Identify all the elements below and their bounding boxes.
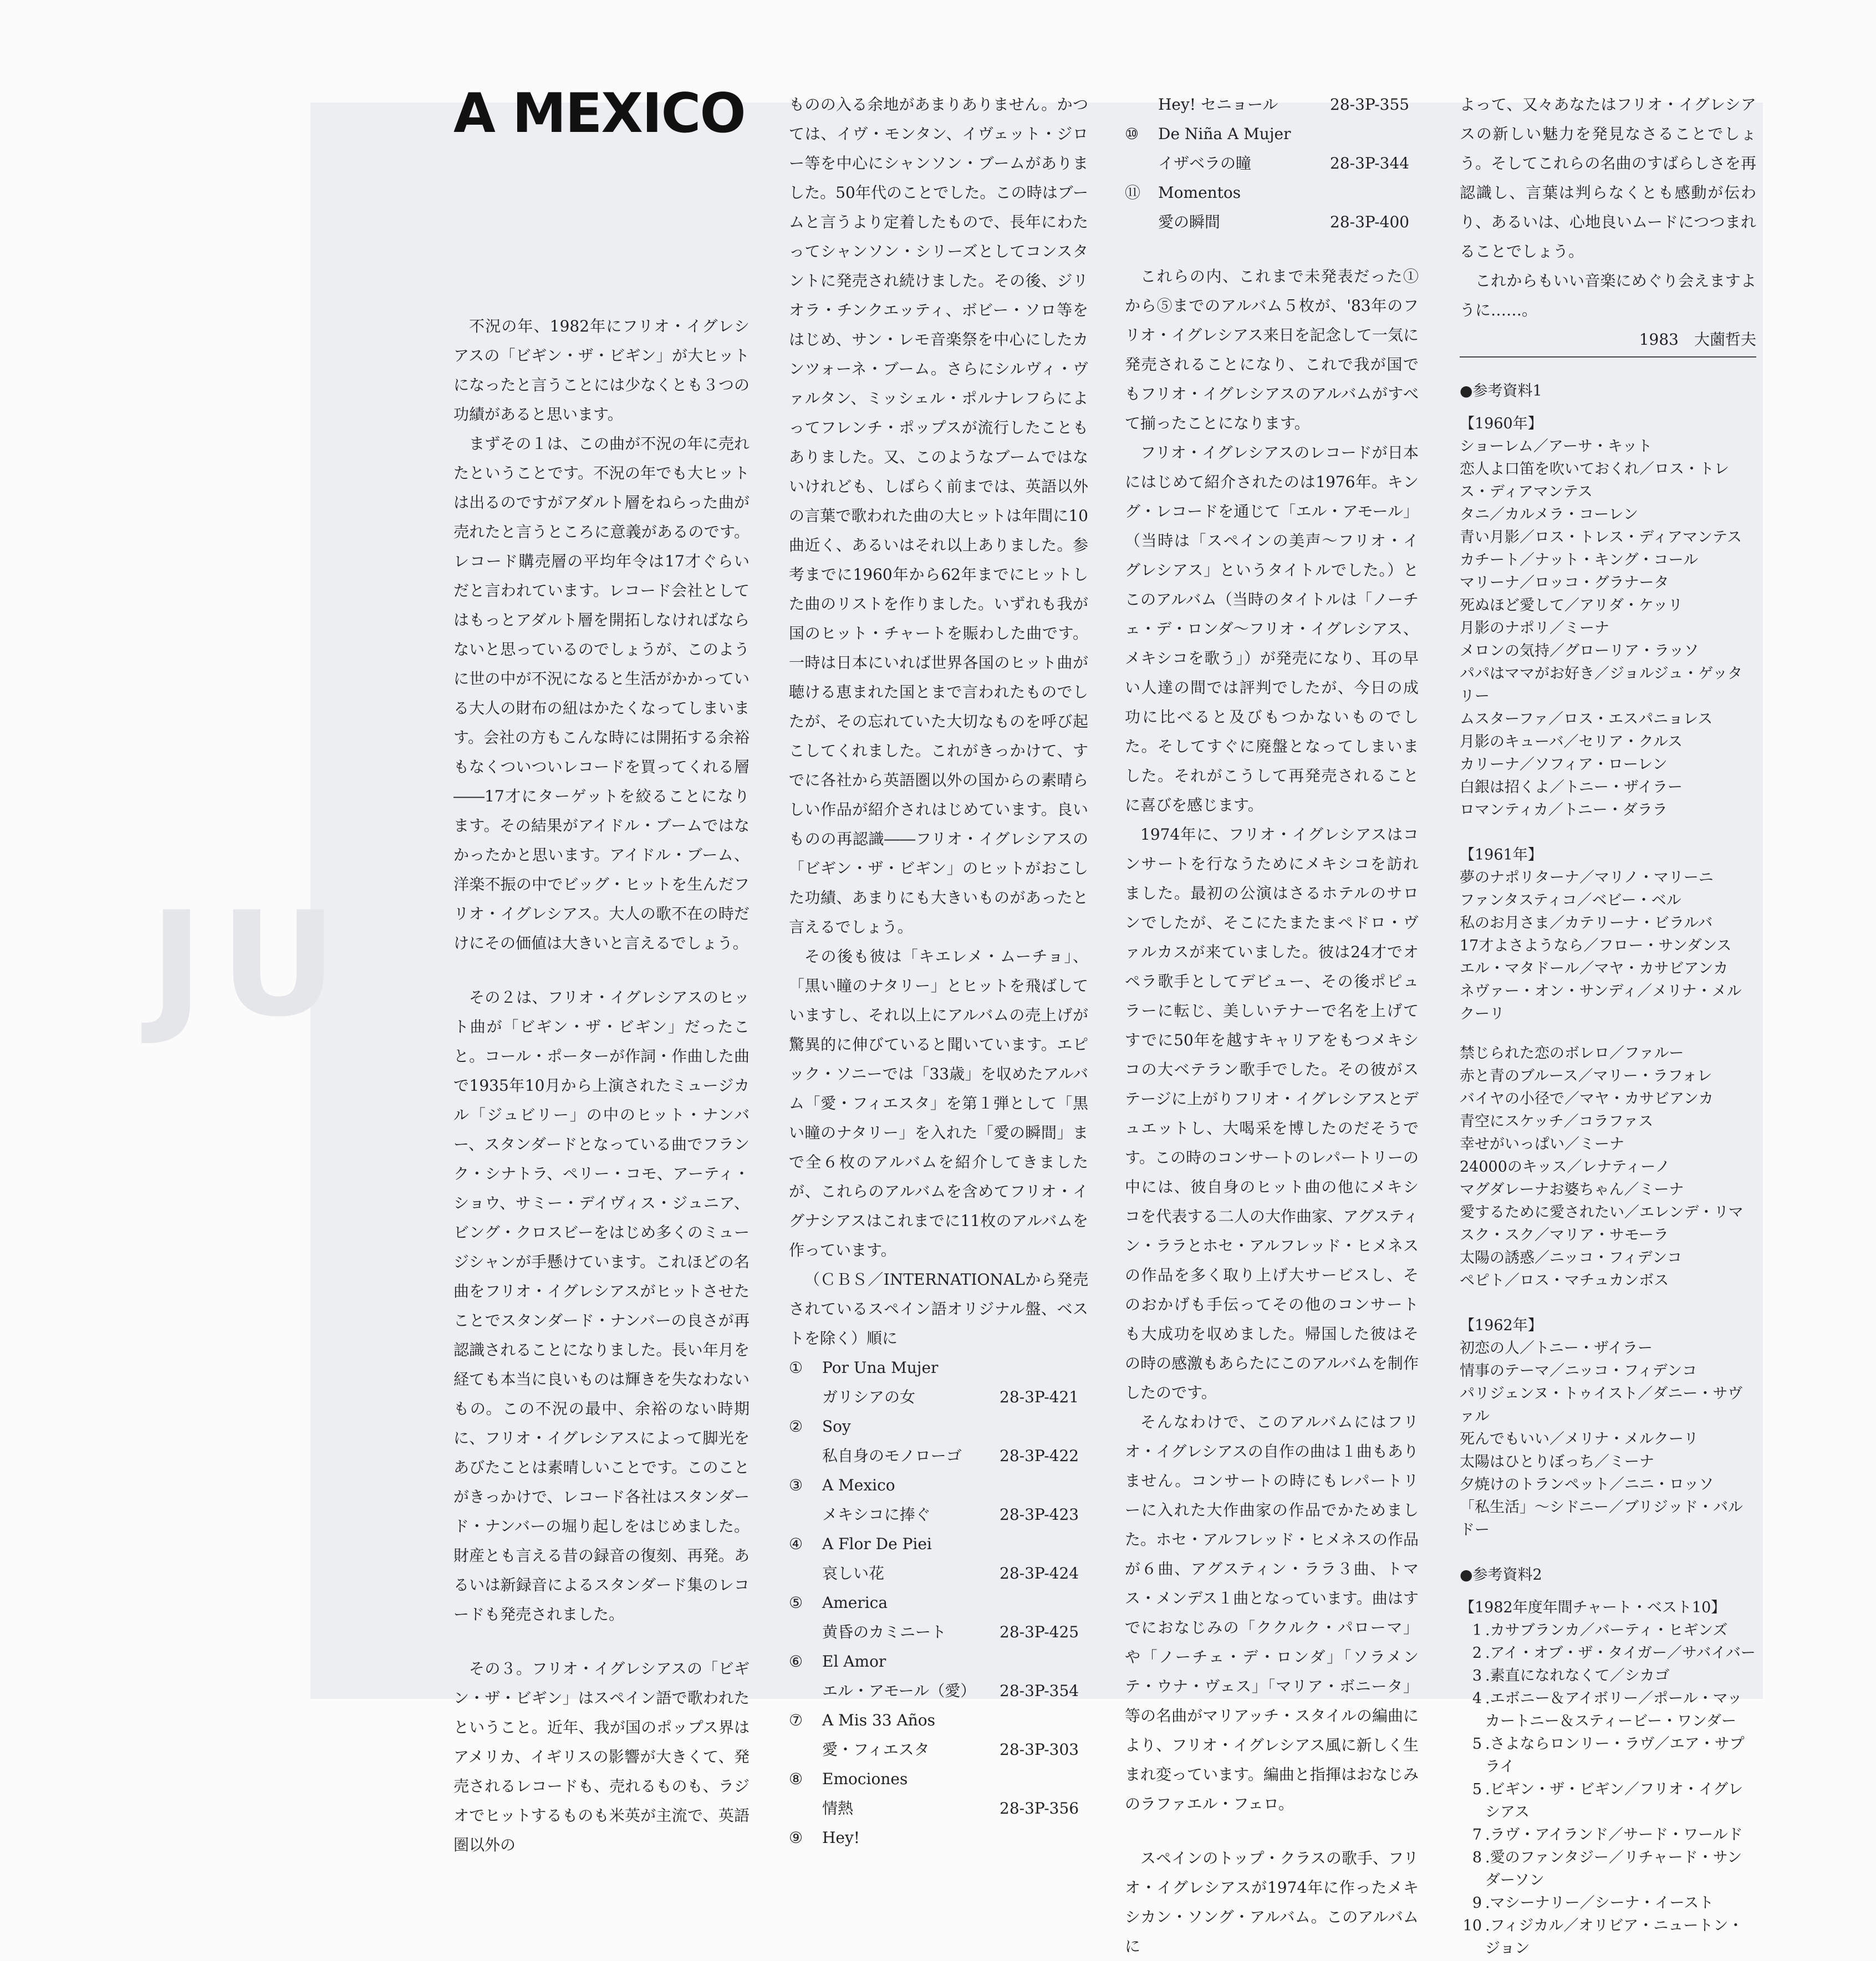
chart-rank: 2 bbox=[1472, 1645, 1482, 1662]
chart-item bbox=[1460, 1892, 1756, 1914]
track-number: ⑤ bbox=[789, 1594, 803, 1612]
list-item: 死ぬほど愛して／アリダ・ケッリ bbox=[1460, 597, 1683, 614]
track-item bbox=[1125, 178, 1419, 237]
track-list-continued bbox=[1125, 90, 1419, 237]
track-item bbox=[789, 1412, 1088, 1470]
list-item: 夢のナポリターナ／マリノ・マリーニ bbox=[1460, 869, 1714, 886]
track-number: ⑩ bbox=[1125, 125, 1139, 143]
paragraph: その後も彼は「キエレメ・ムーチョ」、「黒い瞳のナタリー」とヒットを飛ばしていますし、それ以上にアルバムの売上げが驚異的に伸びていると聞いています。エピック・ソニーでは「33歳」を収めたアルバム「愛・フィエスタ」を第１弾として「黒い瞳のナタリー」を入れた「愛の瞬間」まで全６枚のアルバムを紹介してきましたが、これらのアルバムを含めてフリオ・イグナシアスはこれまでに11枚のアルバムを作っています。 bbox=[789, 947, 1088, 1259]
list-item: 青い月影／ロス・トレス・ディアマンテス bbox=[1460, 529, 1742, 546]
track-item bbox=[789, 1529, 1088, 1588]
chart-rank: 10 bbox=[1462, 1917, 1482, 1934]
track-item bbox=[789, 1764, 1088, 1823]
paragraph: まずその１は、この曲が不況の年に売れたということです。不況の年でも大ヒットは出るのですがアダルト層をねらった曲が売れたと言うところに意義があるのです。レコード購売層の平均年令は17才ぐらいだと言われています。レコード会社としてはもっとアダルト層を開拓しなければならないと思っているのでしょうが、このように世の中が不況になると生活がかかっている大人の財布の紐はかたくなってしまいます。会社の方もこんな時には開拓する余裕もなくついついレコードを買ってくれる層――17才にターゲットを絞ることになります。その結果がアイドル・ブームではなかったかと思います。アイドル・ブーム、洋楽不振の中でビッグ・ヒットを生んだフリオ・イグレシアス。大人の歌不在の時だけにその価値は大きいと言えるでしょう。 bbox=[453, 435, 750, 952]
list-item: カチート／ナット・キング・コール bbox=[1460, 551, 1699, 569]
paragraph: （ＣＢＳ／INTERNATIONALから発売されているスペイン語オリジナル盤、ベストを除く）順に bbox=[789, 1270, 1088, 1347]
track-item bbox=[1125, 119, 1419, 178]
list-item: カリーナ／ソフィア・ローレン bbox=[1460, 756, 1668, 773]
track-number: ⑦ bbox=[789, 1711, 803, 1729]
list-item: ペピト／ロス・マチュカンボス bbox=[1460, 1272, 1669, 1289]
list-item: バイヤの小径で／マヤ・カサビアンカ bbox=[1460, 1090, 1714, 1107]
list-item: 月影のキューバ／セリア・クルス bbox=[1460, 733, 1683, 750]
chart-rank: 5 bbox=[1472, 1735, 1482, 1753]
list-item: 17才よさようなら／フロー・サンダンス bbox=[1460, 937, 1732, 954]
chart-rank: 8 bbox=[1472, 1849, 1482, 1866]
track-jp-title: メキシコに捧ぐ bbox=[822, 1505, 931, 1524]
list-1962 bbox=[1460, 1337, 1756, 1541]
track-catalog: 28-3P-356 bbox=[1000, 1799, 1079, 1817]
track-number: ① bbox=[789, 1359, 803, 1377]
chart-item bbox=[1460, 1733, 1756, 1778]
list-item: 恋人よ口笛を吹いておくれ／ロス・トレス・ディアマンテス bbox=[1460, 461, 1729, 501]
list-item: 太陽の誘惑／ニッコ・フィデンコ bbox=[1460, 1249, 1683, 1267]
track-number: ⑨ bbox=[789, 1829, 803, 1847]
list-1961 bbox=[1460, 866, 1756, 1292]
track-catalog: 28-3P-344 bbox=[1330, 154, 1410, 172]
track-catalog: 28-3P-421 bbox=[1000, 1388, 1079, 1406]
track-jp-title: エル・アモール（愛） bbox=[822, 1682, 976, 1700]
track-title: Soy bbox=[822, 1417, 851, 1436]
list-item: 愛するために愛されたい／エレンデ・リマスク・スク／マリア・サモーラ bbox=[1460, 1204, 1744, 1244]
chart-item bbox=[1460, 1914, 1756, 1960]
signature: 1983 大薗哲夫 bbox=[1460, 325, 1756, 358]
chart-title: .フィジカル／オリビア・ニュートン・ジョン bbox=[1485, 1917, 1744, 1957]
list-item: ロマンティカ／トニー・ダララ bbox=[1460, 801, 1668, 819]
list-item: 幸せがいっぱい／ミーナ bbox=[1460, 1136, 1624, 1153]
list-item: ネヴァー・オン・サンディ／メリナ・メルクーリ bbox=[1460, 983, 1742, 1023]
list-item: 死んでもいい／メリナ・メルクーリ bbox=[1460, 1431, 1699, 1448]
track-title: De Niña A Mujer bbox=[1158, 125, 1291, 143]
list-item: 青空にスケッチ／コラファス bbox=[1460, 1113, 1654, 1130]
chart-title: .アイ・オブ・ザ・タイガー／サバイバー bbox=[1485, 1645, 1756, 1662]
track-catalog: 28-3P-400 bbox=[1330, 213, 1410, 231]
paragraph: 不況の年、1982年にフリオ・イグレシアスの「ビギン・ザ・ビギン」が大ヒットになったと言うことには少なくとも３つの功績があると思います。 bbox=[453, 317, 750, 423]
reference-2-heading: ●参考資料2 bbox=[1460, 1566, 1542, 1584]
list-item: 白銀は招くよ／トニー・ザイラー bbox=[1460, 779, 1683, 796]
paragraph: フリオ・イグレシアスのレコードが日本にはじめて紹介されたのは1976年。キング・レコードを通じて「エル・アモール」（当時は「スペインの美声～フリオ・イグレシアス」というタイトルでした。）とこのアルバム（当時のタイトルは「ノーチェ・デ・ロンダ～フリオ・イグレシアス、メキシコを歌う」）が発売になり、耳の早い人達の間では評判でしたが、今日の成功に比べると及びもつかないものでした。そしてすぐに廃盤となってしまいました。それがこうして再発売されることに喜びを感じます。 bbox=[1125, 443, 1419, 814]
chart-item bbox=[1460, 1824, 1756, 1846]
paragraph: スペインのトップ・クラスの歌手、フリオ・イグレシアスが1974年に作ったメキシカン・ソング・アルバム。このアルバムに bbox=[1125, 1849, 1419, 1955]
chart-rank: 4 bbox=[1472, 1690, 1482, 1707]
track-number: ④ bbox=[789, 1535, 803, 1553]
chart-title: .さよならロンリー・ラヴ／エア・サプライ bbox=[1485, 1735, 1745, 1775]
track-jp-title: 愛の瞬間 bbox=[1158, 213, 1221, 231]
list-item: マリーナ／ロッコ・グラナータ bbox=[1460, 574, 1669, 591]
track-item bbox=[1125, 90, 1419, 119]
paragraph: 1974年に、フリオ・イグレシアスはコンサートを行なうためにメキシコを訪れました。最初の公演はさるホテルのサロンでしたが、そこにたまたまペドロ・ヴァルカスが来ていました。彼は24才でオペラ歌手としてデビュー、その後ポピュラーに転じ、美しいテナーで名を上げてすでに50年を越すキャリアをもつメキシコの大ベテラン歌手でした。その彼がステージに上がりフリオ・イグレシアスとデュエットし、大喝采を博したのだそうです。この時のコンサートのレパートリーの中には、彼自身のヒット曲の他にメキシコを代表する二人の大作曲家、アグスティン・ララとホセ・アルフレッド・ヒメネスの作品を多く取り上げ大サービスし、そのおかげも手伝ってその他のコンサートも大成功を収めました。帰国した彼はその時の感激もあらたにこのアルバムを制作したのです。 bbox=[1125, 825, 1419, 1402]
track-jp-title: 愛・フィエスタ bbox=[822, 1740, 930, 1759]
chart-list bbox=[1460, 1619, 1756, 1960]
column-4 bbox=[1460, 90, 1756, 1960]
chart-rank: 9 bbox=[1472, 1894, 1482, 1912]
chart-item bbox=[1460, 1664, 1756, 1687]
track-item bbox=[789, 1823, 1088, 1852]
chart-item bbox=[1460, 1642, 1756, 1664]
track-title: A Mexico bbox=[822, 1476, 895, 1494]
chart-rank: 1 bbox=[1472, 1622, 1482, 1639]
chart-rank: 3 bbox=[1472, 1667, 1482, 1684]
track-item bbox=[789, 1588, 1088, 1647]
track-number: ③ bbox=[789, 1476, 803, 1494]
list-item: 月影のナポリ／ミーナ bbox=[1460, 620, 1609, 637]
track-catalog: 28-3P-355 bbox=[1330, 95, 1410, 114]
track-item bbox=[789, 1705, 1088, 1764]
paragraph: ものの入る余地があまりありません。かつては、イヴ・モンタン、イヴェット・ジロー等を中心にシャンソン・ブームがありました。50年代のことでした。この時はブームと言うより定着したもので、長年にわたってシャンソン・シリーズとしてコンスタントに発売され続けました。その後、ジリオラ・チンクエッティ、ボビー・ソロ等をはじめ、サン・レモ音楽祭を中心にしたカンツォーネ・ブーム。さらにシルヴィ・ヴァルタン、ミッシェル・ポルナレフらによってフレンチ・ポップスが流行したこともありました。又、このようなブームではないけれども、しばらく前までは、英語以外の言葉で歌われた曲の大ヒットは年間に10曲近く、あるいはそれ以上ありました。参考までに1960年から62年までにヒットした曲のリストを作りました。いずれも我が国のヒット・チャートを賑わした曲です。一時は日本にいれば世界各国のヒット曲が聴ける恵まれた国とまで言われたものでしたが、その忘れていた大切なものを呼び起こしてくれました。これがきっかけて、すでに各社から英語圏以外の国からの素晴らしい作品が紹介されはじめています。良いものの再認識――フリオ・イグレシアスの「ビギン・ザ・ビギン」のヒットがおこした功績、あまりにも大きいものがあったと言えるでしょう。 bbox=[789, 95, 1088, 936]
chart-title: .素直になれなくて／シカゴ bbox=[1485, 1667, 1670, 1684]
chart-title: .ラヴ・アイランド／サード・ワールド bbox=[1485, 1826, 1743, 1843]
track-title: El Amor bbox=[822, 1652, 886, 1671]
chart-heading: 【1982年度年間チャート・ベスト10】 bbox=[1460, 1599, 1726, 1616]
chart-title: .カサブランカ／バーティ・ヒギンズ bbox=[1485, 1622, 1728, 1639]
track-title: Hey! bbox=[822, 1829, 860, 1847]
paragraph: その２は、フリオ・イグレシアスのヒット曲が「ビギン・ザ・ビギン」だったこと。コール・ポーターが作詞・作曲した曲で1935年10月から上演されたミュージカル「ジュビリー」の中のヒット・ナンバー、スタンダードとなっている曲でフランク・シナトラ、ペリー・コモ、アーティ・ショウ、サミー・デイヴィス・ジュニア、ビング・クロスビーをはじめ多くのミュージシャンが手懸けています。これほどの名曲をフリオ・イグレシアスがヒットさせたことでスタンダード・ナンバーの良さが再認識されることになりました。長い年月を経ても本当に良いものは輝きを失なわないもの。この不況の最中、余裕のない時期に、フリオ・イグレシアスによって脚光をあびたことは素晴しいことです。このことがきっかけで、レコード各社はスタンダード・ナンバーの堀り起しをはじめました。財産とも言える昔の録音の復刻、再発。あるいは新録音によるスタンダード集のレコードも発売されました。 bbox=[453, 988, 750, 1623]
list-item: ファンタスティコ／ベビー・ベル bbox=[1460, 892, 1681, 909]
track-number: ② bbox=[789, 1417, 803, 1436]
track-number: ⑪ bbox=[1125, 183, 1141, 202]
list-item: タニ／カルメラ・コーレン bbox=[1460, 506, 1638, 523]
column-3 bbox=[1125, 90, 1419, 1961]
list-item: 情事のテーマ／ニッコ・フィデンコ bbox=[1460, 1362, 1697, 1380]
track-catalog: 28-3P-422 bbox=[1000, 1447, 1079, 1465]
list-item: 私のお月さま／カテリーナ・ビラルバ bbox=[1460, 915, 1713, 932]
page-title: A MEXICO bbox=[453, 82, 745, 145]
list-1960 bbox=[1460, 435, 1756, 821]
ghost-watermark-text: JU bbox=[150, 881, 354, 1049]
chart-item bbox=[1460, 1778, 1756, 1824]
list-item: 赤と青のブルース／マリー・ラフォレ bbox=[1460, 1068, 1712, 1085]
track-jp-title: 黄昏のカミニート bbox=[822, 1623, 947, 1641]
paragraph: これからもいい音楽にめぐり会えますように……。 bbox=[1460, 272, 1756, 319]
track-title: A Mis 33 Años bbox=[822, 1711, 936, 1729]
paragraph: その３。フリオ・イグレシアスの「ビギン・ザ・ビギン」はスペイン語で歌われたということ。近年、我が国のポップス界はアメリカ、イギリスの影響が大きくて、発売されるレコードも、売れるものも、ラジオでヒットするものも米英が主流で、英語圏以外の bbox=[453, 1659, 750, 1854]
track-jp-title: イザベラの瞳 bbox=[1158, 154, 1252, 172]
column-1 bbox=[453, 311, 750, 1860]
paragraph: これらの内、これまで未発表だった①から⑤までのアルバム５枚が、'83年のフリオ・イグレシアス来日を記念して一気に発売されることになり、これで我が国でもフリオ・イグレシアスのアルバムがすべて揃ったことになります。 bbox=[1125, 267, 1419, 432]
list-item: 太陽はひとりぼっち／ミーナ bbox=[1460, 1453, 1654, 1470]
track-item bbox=[789, 1353, 1088, 1412]
list-item: 24000のキッス／レナティーノ bbox=[1460, 1158, 1670, 1176]
track-item bbox=[789, 1647, 1088, 1705]
track-jp-title: Hey! セニョール bbox=[1158, 95, 1278, 114]
chart-title: .エボニー＆アイボリー／ポール・マッカートニー＆スティービー・ワンダー bbox=[1485, 1690, 1742, 1730]
column-2 bbox=[789, 90, 1088, 1852]
list-item: ショーレム／アーサ・キット bbox=[1460, 438, 1653, 455]
track-title: Por Una Mujer bbox=[822, 1359, 939, 1377]
list-item: メロンの気持／グローリア・ラッソ bbox=[1460, 642, 1699, 660]
list-item: 初恋の人／トニー・ザイラー bbox=[1460, 1340, 1653, 1357]
chart-title: .マシーナリー／シーナ・イースト bbox=[1485, 1894, 1714, 1912]
list-item: パリジェンヌ・トゥイスト／ダニー・サヴァル bbox=[1460, 1385, 1743, 1425]
track-catalog: 28-3P-423 bbox=[1000, 1505, 1079, 1524]
track-list bbox=[789, 1353, 1088, 1852]
track-number: ⑧ bbox=[789, 1770, 803, 1788]
chart-item bbox=[1460, 1846, 1756, 1892]
track-title: America bbox=[822, 1594, 888, 1612]
track-item bbox=[789, 1470, 1088, 1529]
list-item: ムスターファ／ロス・エスパニョレス bbox=[1460, 711, 1713, 728]
track-title: Momentos bbox=[1158, 183, 1241, 202]
year-heading-1960: 【1960年】 bbox=[1460, 415, 1543, 432]
chart-title: .愛のファンタジー／リチャード・サンダーソン bbox=[1485, 1849, 1742, 1889]
reference-1-heading: ●参考資料1 bbox=[1460, 382, 1542, 400]
chart-rank: 7 bbox=[1472, 1826, 1482, 1843]
year-heading-1962: 【1962年】 bbox=[1460, 1317, 1543, 1334]
chart-item bbox=[1460, 1619, 1756, 1642]
list-item: 禁じられた恋のボレロ／ファルー bbox=[1460, 1045, 1684, 1062]
track-number: ⑥ bbox=[789, 1652, 803, 1671]
list-item: マグダレーナお婆ちゃん／ミーナ bbox=[1460, 1181, 1684, 1198]
year-heading-1961: 【1961年】 bbox=[1460, 846, 1543, 864]
list-item: パパはママがお好き／ジョルジュ・ゲッタリー bbox=[1460, 665, 1743, 705]
track-title: Emociones bbox=[822, 1770, 908, 1788]
paragraph: そんなわけで、このアルバムにはフリオ・イグレシアスの自作の曲は１曲もありません。コンサートの時にもレパートリーに入れた大作曲家の作品でかためました。ホセ・アルフレッド・ヒメネスの作品が６曲、アグスティン・ララ３曲、トマス・メンデス１曲となっています。曲はすでにおなじみの「ククルク・パローマ」や「ノーチェ・デ・ロンダ」「ソラメンテ・ウナ・ヴェス」「マリア・ボニータ」等の名曲がマリアッチ・スタイルの編曲により、フリオ・イグレシアス風に新しく生まれ変っています。編曲と指揮はおなじみのラファエル・フェロ。 bbox=[1125, 1413, 1419, 1813]
track-jp-title: 私自身のモノローゴ bbox=[822, 1447, 962, 1465]
chart-title: .ビギン・ザ・ビギン／フリオ・イグレシアス bbox=[1485, 1781, 1744, 1821]
chart-rank: 5 bbox=[1472, 1781, 1482, 1798]
track-catalog: 28-3P-425 bbox=[1000, 1623, 1079, 1641]
track-title: A Flor De Piei bbox=[822, 1535, 932, 1553]
chart-item bbox=[1460, 1687, 1756, 1733]
track-catalog: 28-3P-354 bbox=[1000, 1682, 1079, 1700]
paragraph: よって、又々あなたはフリオ・イグレシアスの新しい魅力を発見なさることでしょう。そしてこれらの名曲のすばらしさを再認識し、言葉は判らなくとも感動が伝わり、あるいは、心地良いムードにつつまれることでしょう。 bbox=[1460, 95, 1756, 261]
track-jp-title: 哀しい花 bbox=[822, 1564, 885, 1582]
list-item: エル・マタドール／マヤ・カサビアンカ bbox=[1460, 960, 1729, 977]
track-catalog: 28-3P-303 bbox=[1000, 1740, 1079, 1759]
list-item: 「私生活」～シドニー／ブリジッド・バルドー bbox=[1460, 1499, 1743, 1539]
track-jp-title: ガリシアの女 bbox=[822, 1388, 916, 1406]
track-jp-title: 情熱 bbox=[822, 1799, 854, 1817]
track-catalog: 28-3P-424 bbox=[1000, 1564, 1079, 1582]
list-item: 夕焼けのトランペット／ニニ・ロッソ bbox=[1460, 1476, 1714, 1493]
